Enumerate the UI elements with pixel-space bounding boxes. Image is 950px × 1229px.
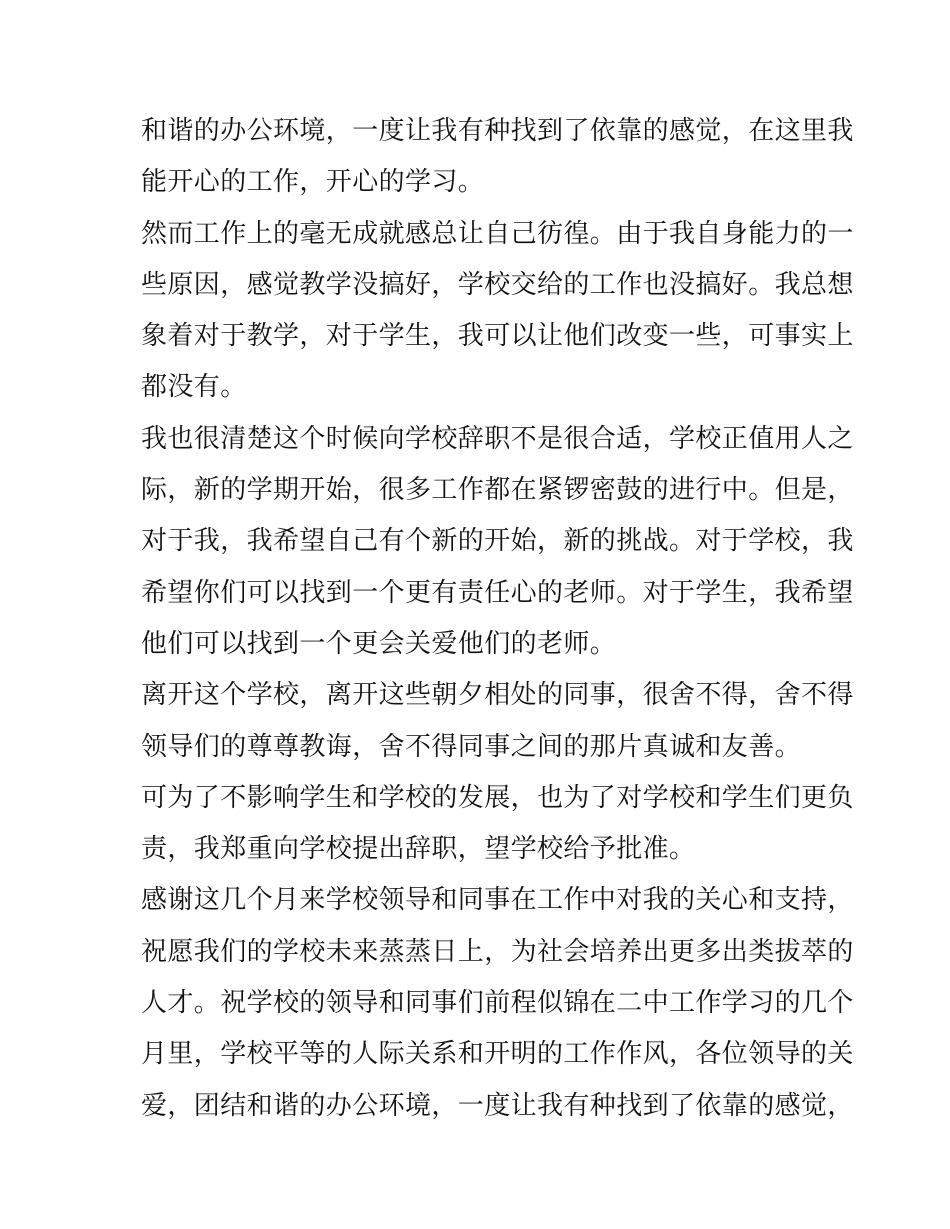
text-line: 象着对于教学，对于学生，我可以让他们改变一些，可事实上 <box>141 321 854 352</box>
text-line: 他们可以找到一个更会关爱他们的老师。 <box>141 628 617 659</box>
text-line: 我也很清楚这个时候向学校辞职不是很合适，学校正值用人之 <box>141 423 854 454</box>
text-line: 希望你们可以找到一个更有责任心的老师。对于学生，我希望 <box>141 577 854 608</box>
text-line: 可为了不影响学生和学校的发展，也为了对学校和学生们更负 <box>141 782 854 813</box>
text-line: 爱，团结和谐的办公环境，一度让我有种找到了依靠的感觉， <box>141 1090 854 1121</box>
text-line: 然而工作上的毫无成就感总让自己彷徨。由于我自身能力的一 <box>141 218 854 249</box>
text-line: 能开心的工作，开心的学习。 <box>141 167 485 198</box>
text-line: 感谢这几个月来学校领导和同事在工作中对我的关心和支持， <box>141 885 854 916</box>
text-line: 领导们的尊尊教诲，舍不得同事之间的那片真诚和友善。 <box>141 731 802 762</box>
text-line: 离开这个学校，离开这些朝夕相处的同事，很舍不得，舍不得 <box>141 680 854 711</box>
text-line: 些原因，感觉教学没搞好，学校交给的工作也没搞好。我总想 <box>141 269 854 300</box>
text-line: 月里，学校平等的人际关系和开明的工作作风，各位领导的关 <box>141 1039 854 1070</box>
text-line: 都没有。 <box>141 372 247 403</box>
text-line: 际，新的学期开始，很多工作都在紧锣密鼓的进行中。但是， <box>141 475 854 506</box>
text-line: 人才。祝学校的领导和同事们前程似锦在二中工作学习的几个 <box>141 988 854 1019</box>
text-line: 对于我，我希望自己有个新的开始，新的挑战。对于学校，我 <box>141 526 854 557</box>
text-line: 责，我郑重向学校提出辞职，望学校给予批准。 <box>141 834 696 865</box>
text-line: 祝愿我们的学校未来蒸蒸日上，为社会培养出更多出类拔萃的 <box>141 936 854 967</box>
document-body <box>141 106 854 1132</box>
text-line: 和谐的办公环境，一度让我有种找到了依靠的感觉，在这里我 <box>141 116 854 146</box>
